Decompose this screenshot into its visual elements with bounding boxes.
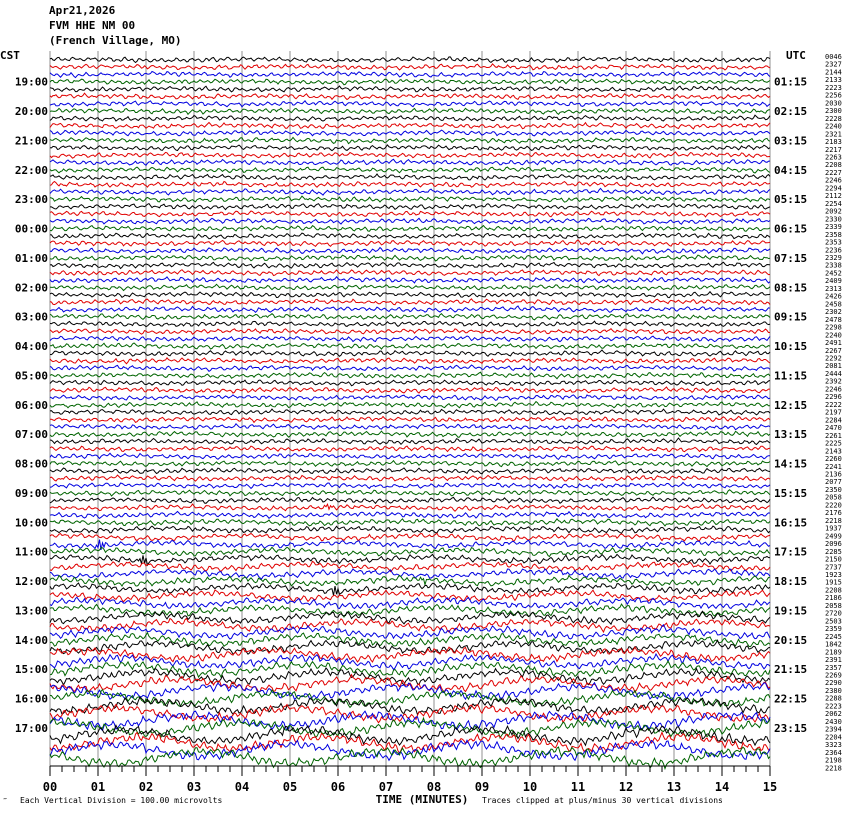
cst-time-label: 08:00 [14, 457, 48, 471]
trace-line [50, 108, 770, 114]
trace-line [50, 490, 770, 496]
trace-value-label: 2292 [825, 354, 842, 363]
trace-line [50, 188, 770, 195]
trace-line [50, 526, 770, 533]
scale-mark: ‴ [3, 797, 8, 805]
x-tick-label: 03 [186, 780, 202, 794]
x-tick-label: 12 [618, 780, 634, 794]
trace-line [50, 336, 770, 342]
trace-line [50, 72, 770, 78]
utc-time-label: 03:15 [774, 134, 808, 148]
trace-line [50, 446, 770, 452]
trace-line [50, 358, 770, 364]
trace-line [50, 292, 770, 298]
trace-value-label: 2260 [825, 455, 842, 464]
clip-note: Traces clipped at plus/minus 30 vertical divisions [482, 796, 723, 805]
trace-value-label: 2409 [825, 277, 842, 286]
trace-value-label: 2150 [825, 555, 842, 564]
x-tick-label: 05 [282, 780, 298, 794]
trace-line [50, 590, 770, 602]
trace-value-label: 2357 [825, 663, 842, 672]
cst-time-label: 01:00 [14, 251, 48, 265]
utc-time-label: 10:15 [774, 340, 808, 354]
x-tick-label: 10 [522, 780, 538, 794]
trace-line [50, 57, 770, 63]
trace-line [50, 299, 770, 305]
trace-value-label: 2246 [825, 385, 842, 394]
utc-time-label: 12:15 [774, 398, 808, 412]
trace-value-label: 2720 [825, 609, 842, 618]
trace-value-label: 2269 [825, 671, 842, 680]
trace-value-label: 2225 [825, 439, 842, 448]
x-tick-label: 09 [474, 780, 490, 794]
trace-line [50, 640, 770, 654]
trace-value-label: 2058 [825, 601, 842, 610]
trace-value-label: 2236 [825, 246, 842, 255]
trace-line [50, 137, 770, 143]
trace-line [50, 350, 770, 356]
trace-value-label: 2288 [825, 694, 842, 703]
x-tick-label: 04 [234, 780, 250, 794]
trace-value-label: 2058 [825, 493, 842, 502]
x-tick-label: 14 [714, 780, 730, 794]
trace-value-label: 2290 [825, 679, 842, 688]
trace-value-label: 2062 [825, 710, 842, 719]
trace-line [50, 130, 770, 136]
utc-time-label: 14:15 [774, 457, 808, 471]
utc-time-label: 05:15 [774, 193, 808, 207]
trace-line [50, 233, 770, 239]
trace-value-label: 2081 [825, 362, 842, 371]
trace-value-label: 2298 [825, 323, 842, 332]
cst-time-label: 00:00 [14, 222, 48, 236]
trace-value-label: 2198 [825, 756, 842, 765]
location-label: (French Village, MO) [49, 34, 182, 47]
trace-line [50, 262, 770, 268]
trace-value-label: 2339 [825, 223, 842, 232]
utc-time-label: 20:15 [774, 633, 808, 647]
trace-value-label: 3323 [825, 741, 842, 750]
cst-time-label: 13:00 [14, 604, 48, 618]
utc-time-label: 23:15 [774, 721, 808, 735]
trace-value-label: 1923 [825, 570, 842, 579]
trace-line [50, 409, 770, 415]
trace-value-label: 2176 [825, 509, 842, 518]
trace-line [50, 255, 770, 261]
trace-value-label: 2143 [825, 447, 842, 456]
cst-time-label: 07:00 [14, 428, 48, 442]
cst-time-label: 17:00 [14, 721, 48, 735]
cst-time-label: 02:00 [14, 281, 48, 295]
trace-line [50, 597, 770, 608]
cst-time-label: 16:00 [14, 692, 48, 706]
trace-value-label: 2227 [825, 168, 842, 177]
trace-line [50, 431, 770, 437]
trace-line [50, 226, 770, 232]
trace-value-label: 2350 [825, 485, 842, 494]
trace-line [50, 468, 770, 474]
trace-value-label: 2452 [825, 269, 842, 278]
cst-time-label: 14:00 [14, 633, 48, 647]
trace-value-label: 2444 [825, 369, 842, 378]
trace-line [50, 93, 770, 99]
trace-value-label: 2223 [825, 702, 842, 711]
utc-time-label: 17:15 [774, 545, 808, 559]
cst-time-label: 23:00 [14, 193, 48, 207]
trace-line [50, 329, 770, 335]
trace-value-label: 2327 [825, 60, 842, 69]
trace-value-label: 2228 [825, 114, 842, 123]
x-tick-label: 08 [426, 780, 442, 794]
trace-line [50, 654, 770, 670]
trace-line [50, 483, 770, 489]
station-label: FVM HHE NM 00 [49, 19, 136, 32]
trace-line [50, 475, 770, 481]
trace-value-label: 2218 [825, 516, 842, 525]
utc-time-label: 19:15 [774, 604, 808, 618]
trace-line [50, 424, 770, 430]
utc-time-label: 04:15 [774, 163, 808, 177]
utc-time-label: 07:15 [774, 251, 808, 265]
trace-line [50, 211, 770, 217]
trace-value-label: 2358 [825, 230, 842, 239]
trace-value-label: 2220 [825, 501, 842, 510]
trace-line [50, 321, 770, 327]
trace-value-label: 2183 [825, 138, 842, 147]
trace-value-label: 2245 [825, 632, 842, 641]
trace-line [50, 64, 770, 70]
trace-line [50, 79, 770, 85]
utc-time-label: 13:15 [774, 428, 808, 442]
trace-line [50, 416, 770, 422]
trace-value-label: 2321 [825, 130, 842, 139]
trace-line [50, 240, 770, 246]
utc-time-label: 21:15 [774, 663, 808, 677]
cst-label: CST [0, 49, 20, 62]
cst-time-label: 09:00 [14, 486, 48, 500]
trace-line [50, 633, 770, 647]
trace-value-label: 1842 [825, 640, 842, 649]
trace-value-label: 0046 [825, 53, 842, 61]
x-tick-label: 07 [378, 780, 394, 794]
cst-time-label: 05:00 [14, 369, 48, 383]
cst-time-label: 03:00 [14, 310, 48, 324]
trace-line [50, 277, 770, 283]
trace-line [50, 575, 770, 586]
trace-value-label: 1937 [825, 524, 842, 533]
trace-value-label: 2077 [825, 478, 842, 487]
trace-line [50, 270, 770, 276]
trace-value-label: 2300 [825, 107, 842, 116]
trace-value-label: 2364 [825, 748, 842, 757]
trace-value-label: 2392 [825, 377, 842, 386]
trace-line [50, 380, 770, 386]
trace-line [50, 569, 770, 579]
trace-value-label: 2391 [825, 656, 842, 665]
trace-value-label: 2241 [825, 462, 842, 471]
trace-value-label: 2263 [825, 153, 842, 162]
trace-line [50, 372, 770, 379]
trace-value-label: 2189 [825, 648, 842, 657]
trace-line [50, 167, 770, 173]
trace-line [50, 314, 770, 320]
trace-value-label: 2133 [825, 76, 842, 85]
trace-value-label: 2430 [825, 717, 842, 726]
utc-time-label: 18:15 [774, 575, 808, 589]
trace-value-label: 2503 [825, 617, 842, 626]
trace-value-label: 2246 [825, 176, 842, 185]
trace-line [50, 402, 770, 408]
trace-line [50, 152, 770, 158]
trace-value-label: 2458 [825, 300, 842, 309]
trace-line [50, 115, 770, 121]
trace-line [50, 461, 770, 467]
trace-value-label: 2217 [825, 145, 842, 154]
trace-line [50, 504, 770, 511]
trace-line [50, 182, 770, 188]
trace-line [50, 284, 770, 290]
cst-time-label: 15:00 [14, 663, 48, 677]
trace-value-label: 2380 [825, 686, 842, 695]
cst-time-label: 10:00 [14, 516, 48, 530]
scale-note: Each Vertical Division = 100.00 microvolts [20, 796, 223, 805]
trace-line [50, 711, 770, 730]
trace-line [50, 561, 770, 571]
utc-time-label: 02:15 [774, 105, 808, 119]
trace-value-label: 2261 [825, 431, 842, 440]
trace-line [50, 519, 770, 526]
cst-time-label: 11:00 [14, 545, 48, 559]
x-tick-label: 15 [762, 780, 778, 794]
trace-line [50, 365, 770, 371]
trace-value-label: 2092 [825, 207, 842, 216]
trace-line [50, 306, 770, 312]
trace-value-label: 2204 [825, 733, 842, 742]
cst-time-label: 19:00 [14, 75, 48, 89]
trace-line [50, 747, 770, 769]
trace-line [50, 123, 770, 129]
trace-value-label: 2470 [825, 424, 842, 433]
trace-value-label: 2491 [825, 339, 842, 348]
cst-time-label: 21:00 [14, 134, 48, 148]
trace-value-label: 2284 [825, 416, 842, 425]
trace-line [50, 497, 770, 503]
utc-time-label: 06:15 [774, 222, 808, 236]
trace-value-label: 2208 [825, 161, 842, 170]
trace-value-label: 2359 [825, 625, 842, 634]
trace-line [50, 732, 770, 753]
trace-value-label: 2394 [825, 725, 842, 734]
trace-value-label: 2186 [825, 594, 842, 603]
trace-value-label: 2353 [825, 238, 842, 247]
trace-line [50, 675, 770, 693]
cst-time-label: 04:00 [14, 340, 48, 354]
utc-time-label: 16:15 [774, 516, 808, 530]
trace-value-label: 2218 [825, 764, 842, 773]
trace-value-label: 2294 [825, 184, 842, 193]
trace-value-label: 2030 [825, 99, 842, 108]
trace-value-label: 2096 [825, 540, 842, 549]
trace-line [50, 248, 770, 254]
trace-line [50, 387, 770, 393]
trace-value-label: 2285 [825, 547, 842, 556]
trace-line [50, 343, 770, 349]
trace-value-label: 2329 [825, 254, 842, 263]
cst-time-label: 06:00 [14, 398, 48, 412]
trace-value-label: 2426 [825, 292, 842, 301]
cst-time-label: 12:00 [14, 575, 48, 589]
trace-line [50, 554, 770, 565]
trace-value-label: 2223 [825, 83, 842, 92]
trace-value-label: 2136 [825, 470, 842, 479]
trace-value-label: 2478 [825, 315, 842, 324]
trace-line [50, 438, 770, 444]
trace-line [50, 159, 770, 165]
trace-line [50, 204, 770, 210]
trace-line [50, 196, 770, 202]
trace-line [50, 618, 770, 632]
trace-line [50, 174, 770, 180]
trace-value-label: 2144 [825, 68, 842, 77]
trace-value-label: 2313 [825, 284, 842, 293]
trace-line [50, 395, 770, 400]
traces [50, 57, 770, 769]
trace-value-label: 2338 [825, 261, 842, 270]
trace-line [50, 86, 770, 92]
x-tick-label: 00 [42, 780, 58, 794]
utc-time-label: 15:15 [774, 486, 808, 500]
trace-value-label: 2240 [825, 331, 842, 340]
trace-value-label: 2330 [825, 215, 842, 224]
trace-value-label: 1915 [825, 578, 842, 587]
trace-value-label: 2254 [825, 199, 842, 208]
trace-value-label: 2240 [825, 122, 842, 131]
trace-line [50, 101, 770, 107]
trace-value-label: 2302 [825, 308, 842, 317]
trace-line [50, 453, 770, 459]
x-tick-label: 02 [138, 780, 154, 794]
cst-time-label: 22:00 [14, 163, 48, 177]
utc-time-label: 01:15 [774, 75, 808, 89]
cst-time-label: 20:00 [14, 105, 48, 119]
trace-value-label: 2296 [825, 393, 842, 402]
trace-line [50, 145, 770, 151]
x-tick-label: 06 [330, 780, 346, 794]
trace-value-label: 2267 [825, 346, 842, 355]
trace-value-label: 2112 [825, 192, 842, 201]
date-label: Apr21,2026 [49, 4, 116, 17]
trace-line [50, 512, 770, 519]
utc-label: UTC [786, 49, 806, 62]
trace-value-label: 2499 [825, 532, 842, 541]
trace-line [50, 218, 770, 224]
trace-value-label: 2197 [825, 408, 842, 417]
x-axis-label: TIME (MINUTES) [375, 793, 469, 806]
trace-value-label: 2737 [825, 563, 842, 572]
x-tick-label: 11 [570, 780, 586, 794]
x-tick-label: 01 [90, 780, 106, 794]
trace-value-label: 2208 [825, 586, 842, 595]
utc-time-label: 11:15 [774, 369, 808, 383]
trace-value-label: 2222 [825, 400, 842, 409]
x-tick-label: 13 [666, 780, 682, 794]
utc-time-label: 22:15 [774, 692, 808, 706]
utc-time-label: 09:15 [774, 310, 808, 324]
trace-value-label: 2256 [825, 91, 842, 100]
utc-time-label: 08:15 [774, 281, 808, 295]
